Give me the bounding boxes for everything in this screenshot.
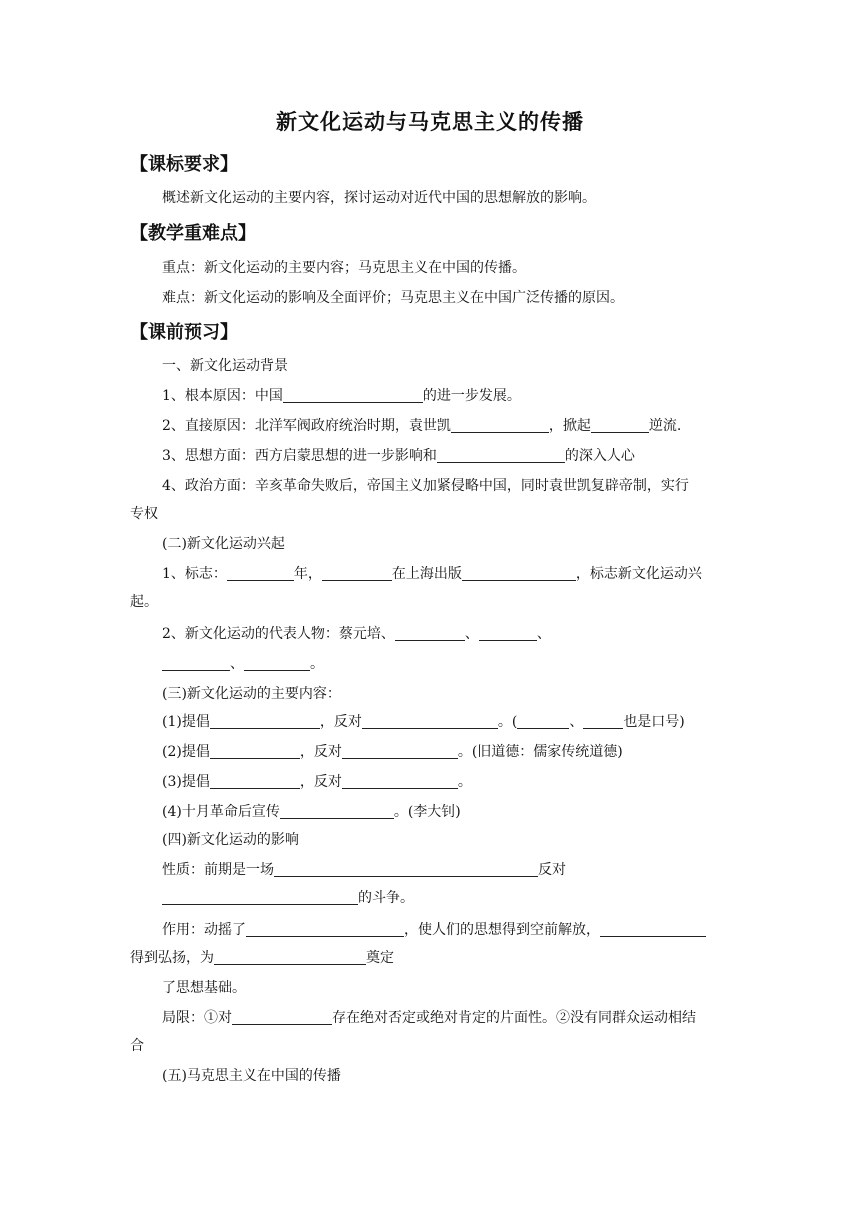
c2-text-a: (2)提倡 [162, 744, 210, 760]
period: 。 [310, 656, 324, 672]
effect-line-cont [130, 948, 732, 968]
impact-title: (四)新文化运动的影响 [162, 832, 299, 848]
fill-blank[interactable] [322, 565, 392, 581]
separator: 、 [569, 714, 584, 730]
heading-kebiao: 【课标要求】 [130, 154, 238, 175]
separator: 、 [464, 626, 479, 642]
fill-blank[interactable] [210, 743, 300, 759]
rise-item-2 [162, 624, 732, 644]
bg-item-4-cont: 专权 [130, 506, 158, 522]
bg-item-3 [162, 446, 732, 466]
rise1-text-d: ，标志新文化运动兴 [575, 566, 702, 582]
effect-line-cont-2: 了思想基础。 [162, 980, 246, 996]
bg-item-2 [162, 416, 732, 436]
separator: 、 [536, 626, 551, 642]
key-point: 重点：新文化运动的主要内容；马克思主义在中国的传播。 [162, 260, 526, 276]
c3-text-a: (3)提倡 [162, 774, 210, 790]
c3-text-c: 。 [457, 774, 472, 790]
fill-blank[interactable] [342, 773, 458, 789]
bg-item-1 [162, 386, 732, 406]
fill-blank[interactable] [210, 713, 320, 729]
rise-title: (二)新文化运动兴起 [162, 536, 285, 552]
bg-item-4: 4、政治方面：辛亥革命失败后，帝国主义加紧侵略中国，同时袁世凯复辟帝制，实行 [162, 478, 689, 494]
c2-text-b: ，反对 [299, 744, 342, 760]
nature-line-cont [162, 888, 732, 908]
c4-text-a: (4)十月革命后宣传 [162, 804, 280, 820]
limit-text-a: 局限：①对 [162, 1010, 232, 1026]
rise-item-2-cont [162, 654, 732, 674]
fill-blank[interactable] [451, 417, 549, 433]
bg2-text-a: 2、直接原因：北洋军阀政府统治时期，袁世凯 [162, 418, 451, 434]
fill-blank[interactable] [210, 773, 300, 789]
fill-blank[interactable] [162, 655, 230, 671]
c3-text-b: ，反对 [299, 774, 342, 790]
effect-text-b: ，使人们的思想得到空前解放， [404, 922, 600, 938]
content-item-4 [162, 802, 732, 822]
limit-line-cont: 合 [130, 1038, 144, 1054]
fill-blank[interactable] [162, 889, 358, 905]
fill-blank[interactable] [283, 387, 423, 403]
fill-blank[interactable] [583, 713, 623, 729]
fill-blank[interactable] [246, 921, 404, 937]
nature-text-b: 反对 [538, 862, 566, 878]
content-title: (三)新文化运动的主要内容： [162, 686, 341, 702]
effect-text-a: 作用：动摇了 [162, 922, 246, 938]
fill-blank[interactable] [600, 921, 706, 937]
rise-item-1-cont: 起。 [130, 594, 158, 610]
c1-text-a: (1)提倡 [162, 714, 210, 730]
fill-blank[interactable] [342, 743, 458, 759]
fill-blank[interactable] [232, 1009, 332, 1025]
c2-text-c: 。(旧道德：儒家传统道德) [457, 744, 623, 760]
limit-line [162, 1008, 732, 1028]
limit-text-b: 存在绝对否定或绝对肯定的片面性。②没有同群众运动相结 [332, 1010, 696, 1026]
heading-yuxi: 【课前预习】 [130, 322, 238, 343]
effect-text-d: 奠定 [366, 950, 394, 966]
content-item-1 [162, 712, 732, 732]
bg3-text-a: 3、思想方面：西方启蒙思想的进一步影响和 [162, 448, 437, 464]
fill-blank[interactable] [437, 447, 565, 463]
effect-text-c: 得到弘扬，为 [130, 950, 214, 966]
background-title: 一、新文化运动背景 [162, 358, 288, 374]
bg1-text-a: 1、根本原因：中国 [162, 388, 283, 404]
bg3-text-b: 的深入人心 [564, 448, 635, 464]
fill-blank[interactable] [244, 655, 310, 671]
fill-blank[interactable] [395, 625, 465, 641]
fill-blank[interactable] [517, 713, 569, 729]
marx-title: (五)马克思主义在中国的传播 [162, 1068, 341, 1084]
nature-text-c: 的斗争。 [358, 890, 414, 906]
rise1-text-c: 在上海出版 [391, 566, 462, 582]
fill-blank[interactable] [362, 713, 498, 729]
fill-blank[interactable] [214, 949, 366, 965]
effect-line [162, 920, 732, 940]
kebiao-text: 概述新文化运动的主要内容，探讨运动对近代中国的思想解放的影响。 [162, 190, 596, 206]
content-item-3 [162, 772, 732, 792]
bg1-text-b: 的进一步发展。 [422, 388, 521, 404]
fill-blank[interactable] [479, 625, 537, 641]
content-item-2 [162, 742, 732, 762]
doc-title: 新文化运动与马克思主义的传播 [276, 109, 584, 134]
bg2-text-c: 逆流. [648, 418, 682, 434]
fill-blank[interactable] [227, 565, 294, 581]
rise-item-1 [162, 564, 732, 584]
bg2-text-b: ，掀起 [548, 418, 591, 434]
rise1-text-a: 1、标志： [162, 566, 227, 582]
fill-blank[interactable] [591, 417, 649, 433]
c1-text-c: 。( [497, 714, 518, 730]
difficult-point: 难点：新文化运动的影响及全面评价；马克思主义在中国广泛传播的原因。 [162, 290, 624, 306]
heading-zhongnan: 【教学重难点】 [130, 223, 256, 244]
rise1-text-b: 年， [293, 566, 322, 582]
fill-blank[interactable] [274, 861, 538, 877]
fill-blank[interactable] [280, 803, 394, 819]
nature-line [162, 860, 732, 880]
c1-text-d: 也是口号) [623, 714, 685, 730]
c1-text-b: ，反对 [319, 714, 362, 730]
rise2-text-a: 2、新文化运动的代表人物：蔡元培、 [162, 626, 395, 642]
c4-text-b: 。(李大钊) [393, 804, 461, 820]
separator: 、 [230, 656, 244, 672]
nature-text-a: 性质：前期是一场 [162, 862, 274, 878]
fill-blank[interactable] [462, 565, 576, 581]
